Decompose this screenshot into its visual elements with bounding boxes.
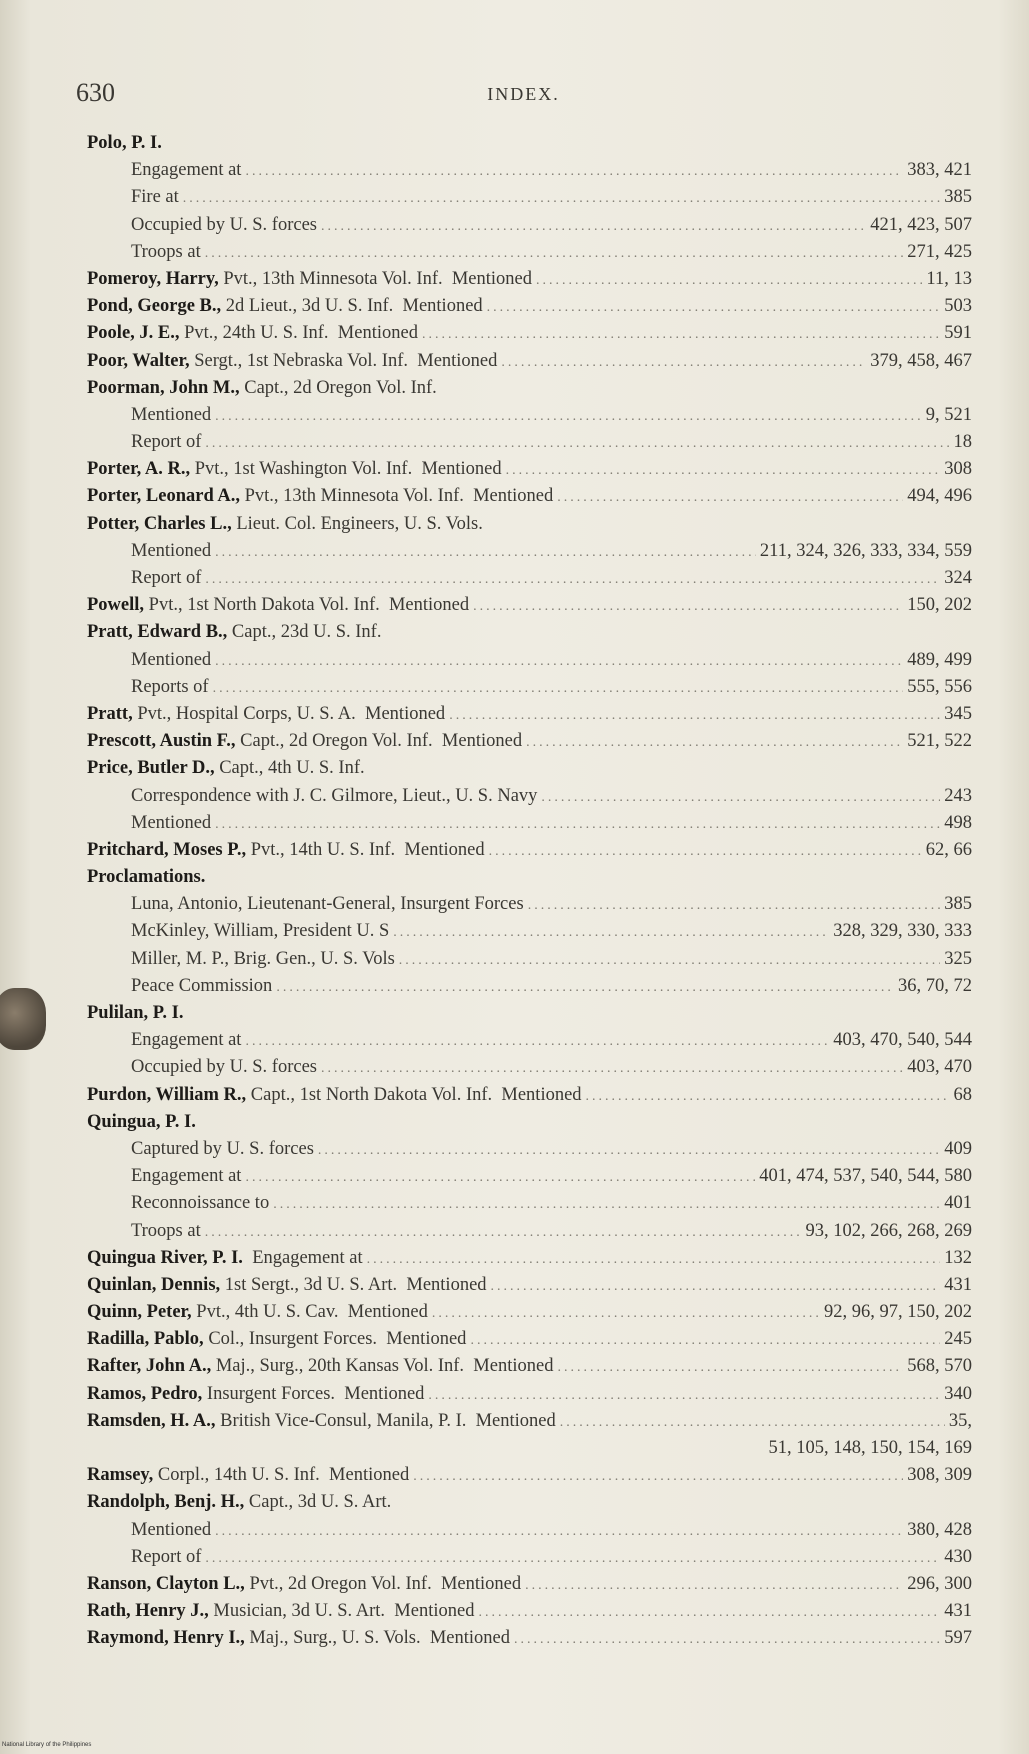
entry-name: Ranson, Clayton L., [87,1573,245,1594]
dot-leader [449,702,940,729]
index-entry [87,1435,972,1462]
dot-leader [422,321,940,348]
entry-description: Capt., 1st North Dakota Vol. Inf. Mentioned [246,1084,582,1105]
index-entry [87,891,972,918]
entry-description: Troops at [131,241,201,262]
index-entry [87,1381,972,1408]
entry-pages: 328, 329, 330, 333 [833,921,972,942]
index-entry [87,320,972,347]
entry-description: Corpl., 14th U. S. Inf. Mentioned [153,1465,410,1486]
entry-description: Reconnoissance to [131,1193,270,1214]
entry-description: Capt., 23d U. S. Inf. [227,622,382,643]
entry-name: Randolph, Benj. H., [87,1492,245,1513]
index-entry [87,565,972,592]
entry-description: Lieut. Col. Engineers, U. S. Vols. [231,513,483,534]
entry-label [131,1517,211,1544]
entry-pages: 68 [953,1084,972,1105]
entry-name: Proclamations. [87,867,206,888]
index-entry [87,348,972,375]
entry-label [131,810,211,837]
dot-leader [428,1382,940,1409]
entry-label [87,293,483,320]
entry-description: Engagement at [242,1247,363,1268]
entry-label [131,1190,269,1217]
entry-pages: 401, 474, 537, 540, 544, 580 [759,1166,972,1187]
entry-label [87,348,497,375]
entry-pages: 35, [948,1410,972,1431]
entry-label [87,864,205,891]
dot-leader [213,675,904,702]
entry-label [131,1163,241,1190]
entry-pages: 409 [944,1138,972,1159]
entry-label [87,1326,466,1353]
dot-leader [557,484,903,511]
entry-description: British Vice-Consul, Manila, P. I. Mentioned [215,1410,556,1431]
entry-label [87,1571,521,1598]
entry-description: Mentioned [131,1519,212,1540]
index-entry [87,1218,972,1245]
index-entry [87,837,972,864]
entry-label [131,647,211,674]
entry-name: Rath, Henry J., [87,1601,209,1622]
entry-name: Quingua River, P. I. [87,1247,243,1268]
entry-pages: 11, 13 [926,268,972,289]
index-entry [87,483,972,510]
entry-pages: 421, 423, 507 [870,214,972,235]
index-entry [87,1082,972,1109]
entry-pages: 9, 521 [925,404,972,425]
entry-label [87,1245,363,1272]
dot-leader [205,240,904,267]
index-entry [87,511,972,538]
entry-pages: 568, 570 [907,1356,972,1377]
entry-name: Prescott, Austin F., [87,731,236,752]
entry-pages: 62, 66 [925,839,972,860]
entry-description: Capt., 3d U. S. Art. [244,1492,392,1513]
index-entry [87,592,972,619]
entry-label [131,674,209,701]
entry-pages: 296, 300 [907,1573,972,1594]
entry-name: Purdon, William R., [87,1084,247,1105]
entry-label [87,511,483,538]
index-entry [87,239,972,266]
entry-label [87,1489,391,1516]
dot-leader [183,185,940,212]
entry-name: Poor, Walter, [87,350,190,371]
index-entry [87,1272,972,1299]
dot-leader [321,213,866,240]
index-entry [87,212,972,239]
entry-name: Ramos, Pedro, [87,1383,203,1404]
entry-name: Potter, Charles L., [87,513,232,534]
entry-pages: 503 [944,296,972,317]
entry-pages: 308 [944,459,972,480]
entry-description: Engagement at [131,160,242,181]
index-entry [87,1000,972,1027]
entry-description: Pvt., 13th Minnesota Vol. Inf. Mentioned [218,268,533,289]
running-head: INDEX. [487,84,560,104]
index-entry [87,1625,972,1652]
entry-pages: 401 [944,1193,972,1214]
dot-leader [245,1164,755,1191]
entry-pages: 36, 70, 72 [898,975,972,996]
index-entry [87,184,972,211]
index-entry [87,1462,972,1489]
entry-pages: 489, 499 [907,649,972,670]
entry-description: Pvt., 1st Washington Vol. Inf. Mentioned [190,459,502,480]
entry-pages: 271, 425 [907,241,972,262]
dot-leader [501,349,866,376]
dot-leader [205,430,949,457]
index-entry [87,647,972,674]
dot-leader [215,1518,903,1545]
entry-label [131,212,317,239]
entry-description: Engagement at [131,1030,242,1051]
entry-name: Poole, J. E., [87,323,180,344]
scanner-thumb-shadow [0,988,46,1050]
dot-leader [514,1626,940,1653]
entry-label [131,973,272,1000]
index-entry [87,1136,972,1163]
entry-name: Ramsey, [87,1465,154,1486]
entry-pages: 498 [944,812,972,833]
entry-pages: 591 [944,323,972,344]
entry-pages: 431 [944,1274,972,1295]
entry-label [87,728,522,755]
entry-description: Engagement at [131,1166,242,1187]
entry-description: Occupied by U. S. forces [131,214,317,235]
index-entry [87,1299,972,1326]
index-entry [87,402,972,429]
entry-pages: 379, 458, 467 [870,350,972,371]
entry-label [87,1462,409,1489]
entry-pages: 403, 470 [907,1057,972,1078]
entry-name: Porter, A. R., [87,459,191,480]
entry-description: Pvt., Hospital Corps, U. S. A. Mentioned [132,703,446,724]
index-entry [87,864,972,891]
entry-name: Quingua, P. I. [87,1111,196,1132]
entry-description: Mentioned [131,812,212,833]
entry-name: Pratt, [87,703,133,724]
index-entry [87,1571,972,1598]
dot-leader [276,974,894,1001]
entry-pages: 403, 470, 540, 544 [833,1030,972,1051]
entry-name: Pulilan, P. I. [87,1003,184,1023]
index-entry [87,1054,972,1081]
index-entry [87,1489,972,1516]
index-entry [87,973,972,1000]
index-entry [87,1245,972,1272]
index-entry [87,429,972,456]
index-entry [87,1544,972,1571]
entry-description: Occupied by U. S. forces [131,1057,317,1078]
dot-leader [473,593,903,620]
index-entry [87,783,972,810]
entry-pages: 18 [953,432,972,453]
entry-description: Pvt., 2d Oregon Vol. Inf. Mentioned [244,1573,522,1594]
entry-pages: 324 [944,568,972,588]
entry-description: Peace Commission [131,975,273,996]
entry-description: Captured by U. S. forces [131,1138,314,1159]
entry-pages: 132 [944,1247,972,1268]
dot-leader [215,811,940,838]
entry-label [131,184,179,211]
dot-leader [489,838,922,865]
index-entry [87,130,972,157]
index-entry [87,1163,972,1190]
entry-description: Sergt., 1st Nebraska Vol. Inf. Mentioned [189,350,498,371]
dot-leader [245,1028,829,1055]
index-entry [87,701,972,728]
entry-label [131,429,201,456]
entry-label [131,783,537,810]
entry-pages: 555, 556 [907,676,972,697]
entry-label [131,891,524,918]
entry-pages: 150, 202 [907,595,972,616]
index-entry [87,619,972,646]
entry-pages: 385 [944,894,972,915]
entry-label [131,157,241,184]
entry-label [87,1000,183,1027]
entry-pages: 92, 96, 97, 150, 202 [824,1302,972,1323]
entry-label [131,1218,201,1245]
dot-leader [536,267,922,294]
entry-description: Maj., Surg., 20th Kansas Vol. Inf. Mentioned [211,1356,554,1377]
entry-label [87,1381,424,1408]
index-entry [87,755,972,782]
entry-label [131,946,395,973]
page-number: 630 [76,78,115,107]
dot-leader [318,1137,940,1164]
entry-name: Polo, P. I. [87,133,162,153]
entry-description: Capt., 4th U. S. Inf. [214,758,365,779]
entry-pages: 245 [944,1329,972,1350]
index-entry [87,1408,972,1435]
entry-name: Quinn, Peter, [87,1302,192,1323]
index-entry [87,946,972,973]
dot-leader [491,1273,941,1300]
index-entry [87,1326,972,1353]
dot-leader [245,158,903,185]
index-entry [87,538,972,565]
dot-leader [413,1463,903,1490]
entry-description: Miller, M. P., Brig. Gen., U. S. Vols [131,948,395,969]
entry-description: 2d Lieut., 3d U. S. Inf. Mentioned [221,296,483,317]
dot-leader [526,729,903,756]
entry-pages: 340 [944,1383,972,1404]
dot-leader [367,1246,941,1273]
entry-name: Rafter, John A., [87,1356,212,1377]
entry-description: Pvt., 14th U. S. Inf. Mentioned [246,839,485,860]
entry-description: Pvt., 13th Minnesota Vol. Inf. Mentioned [239,486,554,507]
entry-label [87,456,502,483]
entry-name: Ramsden, H. A., [87,1410,216,1431]
dot-leader [273,1191,940,1218]
entry-description: 1st Sergt., 3d U. S. Art. Mentioned [220,1274,487,1295]
index-entry [87,1353,972,1380]
index-entry [87,1109,972,1136]
entry-label [87,592,469,619]
dot-leader [525,1572,903,1599]
dot-leader [205,1219,802,1246]
entry-label [87,755,365,782]
entry-description: Report of [131,432,202,453]
entry-name: Radilla, Pablo, [87,1329,204,1350]
entry-label [131,565,201,592]
entry-label [87,375,437,402]
entry-name: Pond, George B., [87,296,222,317]
entry-description: Capt., 2d Oregon Vol. Inf. Mentioned [235,731,523,752]
entry-label [131,918,389,945]
entry-description: Reports of [131,676,209,697]
dot-leader [478,1599,940,1626]
entry-description: Pvt., 4th U. S. Cav. Mentioned [191,1302,428,1323]
index-entry [87,1027,972,1054]
entry-label [87,266,532,293]
dot-leader [528,892,941,919]
entry-description: Capt., 2d Oregon Vol. Inf. [239,377,437,398]
entry-pages: 308, 309 [907,1465,972,1486]
dot-leader [557,1354,903,1381]
entry-description: Report of [131,568,202,588]
index-entry [87,728,972,755]
entry-label [87,1598,474,1625]
entry-label [87,701,445,728]
entry-label [87,1299,428,1326]
dot-leader [586,1083,950,1110]
dot-leader [205,1545,940,1572]
entry-description: Fire at [131,187,179,208]
entry-description: Mentioned [131,404,212,425]
entry-label [87,1272,487,1299]
index-entry [87,1598,972,1625]
index-entry [87,918,972,945]
entry-pages: 431 [944,1601,972,1622]
entry-name: Price, Butler D., [87,758,215,779]
dot-leader [560,1409,945,1436]
entry-description: Musician, 3d U. S. Art. Mentioned [208,1601,475,1622]
dot-leader [470,1327,940,1354]
dot-leader [541,784,940,811]
entry-label [131,239,201,266]
entry-label [131,402,211,429]
entry-label [87,1353,553,1380]
entry-name: Quinlan, Dennis, [87,1274,221,1295]
entry-label [87,130,162,157]
entry-label [131,538,211,565]
entry-description: McKinley, William, President U. S [131,921,390,942]
entry-pages: 93, 102, 266, 268, 269 [805,1220,972,1241]
entry-label [87,1625,510,1652]
index-entry [87,456,972,483]
entry-label [131,1054,317,1081]
entry-name: Pritchard, Moses P., [87,839,247,860]
entry-name: Poorman, John M., [87,377,240,398]
dot-leader [399,947,940,974]
entry-description: Troops at [131,1220,201,1241]
entry-pages: 385 [944,187,972,208]
index-entry [87,1190,972,1217]
dot-leader [506,457,941,484]
entry-description: Col., Insurgent Forces. Mentioned [203,1329,467,1350]
entry-pages: 243 [944,785,972,806]
entry-label [87,1109,196,1136]
index-list [87,130,972,1653]
entry-description: Maj., Surg., U. S. Vols. Mentioned [244,1628,510,1649]
entry-pages: 494, 496 [907,486,972,507]
entry-label [87,483,553,510]
dot-leader [393,919,829,946]
entry-name: Pratt, Edward B., [87,622,228,643]
source-note: National Library of the Philippines [2,1742,92,1748]
entry-pages: 211, 324, 326, 333, 334, 559 [759,540,972,561]
index-entry [87,375,972,402]
entry-label [87,1082,582,1109]
entry-label [131,1027,241,1054]
index-entry [87,266,972,293]
entry-description: Pvt., 24th U. S. Inf. Mentioned [179,323,418,344]
entry-description: Insurgent Forces. Mentioned [202,1383,425,1404]
dot-leader [487,294,941,321]
entry-description: Mentioned [131,540,212,561]
page-header [76,78,971,114]
dot-leader [215,648,903,675]
index-entry [87,157,972,184]
entry-pages: 383, 421 [907,160,972,181]
entry-description: Pvt., 1st North Dakota Vol. Inf. Mentioned [144,595,470,616]
entry-name: Pomeroy, Harry, [87,268,219,289]
entry-pages: 325 [944,948,972,969]
entry-pages: 51, 105, 148, 150, 154, 169 [768,1438,972,1458]
dot-leader [215,403,922,430]
entry-name: Powell, [87,595,145,616]
entry-description: Correspondence with J. C. Gilmore, Lieut., U. S. Navy [131,785,538,806]
index-entry [87,293,972,320]
dot-leader [432,1300,820,1327]
entry-name: Porter, Leonard A., [87,486,240,507]
entry-pages: 430 [944,1546,972,1567]
entry-label [87,320,418,347]
entry-label [87,619,381,646]
index-entry [87,1517,972,1544]
index-entry [87,674,972,701]
dot-leader [321,1055,903,1082]
entry-label [131,1136,314,1163]
entry-description: Mentioned [131,649,212,670]
dot-leader [215,539,756,566]
entry-description: Luna, Antonio, Lieutenant-General, Insurgent Forces [131,894,524,915]
entry-label [87,837,485,864]
entry-name: Raymond, Henry I., [87,1628,245,1649]
entry-description: Report of [131,1546,202,1567]
entry-pages: 345 [944,703,972,724]
index-entry [87,810,972,837]
entry-label [131,1544,201,1571]
dot-leader [205,566,940,593]
entry-pages: 380, 428 [907,1519,972,1540]
entry-pages: 521, 522 [907,731,972,752]
entry-pages: 597 [944,1628,972,1649]
entry-label [87,1408,556,1435]
